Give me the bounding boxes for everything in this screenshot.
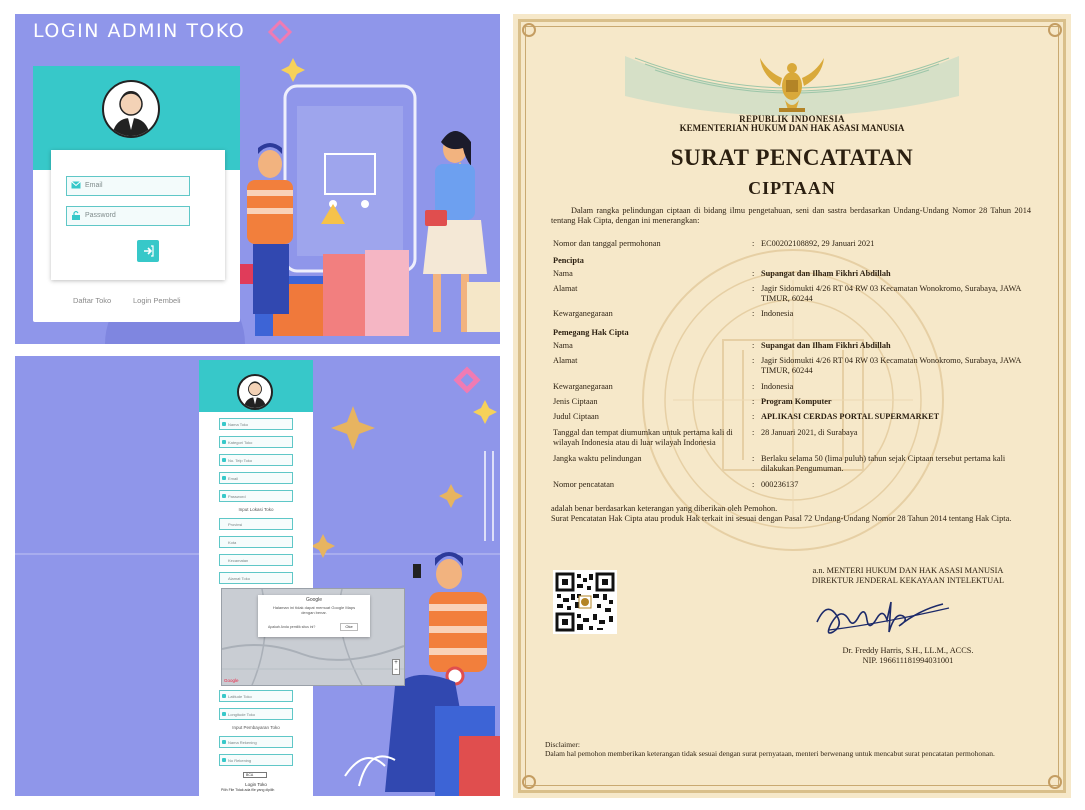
holder-name: Supangat dan Ilham Fikhri Abdillah [761,341,891,350]
province-field[interactable]: Provinsi [219,518,293,530]
register-screenshot [15,356,500,796]
login-form [51,150,225,280]
closing-statement: adalah benar berdasarkan keterangan yang diberikan oleh Pemohon. [551,504,778,513]
intro-paragraph: Dalam rangka pelindungan ciptaan di bidang ilmu pengetahuan, seni dan sastra berdasarkan Undang-Undang Nomor 28 Tahun 2014 tentang Hak Cipta, dengan ini menerangkan: [551,206,1031,225]
protection-value: Berlaku selama 50 (lima puluh) tahun sejak Ciptaan tersebut pertama kali dilakukan Pengumuman. [761,454,1006,473]
work-title-value: APLIKASI CERDAS PORTAL SUPERMARKET [761,412,940,421]
account-number-field[interactable]: No Rekening [219,754,293,766]
buyer-login-link[interactable]: Login Pembeli [133,296,181,305]
corner-ornament [1048,775,1062,789]
separator: : [752,239,755,248]
map-dialog-message: Halaman ini tidak dapat memuat Google Maps dengan benar. [272,605,356,615]
email-field[interactable] [66,176,190,196]
holder-name-label: Nama [553,341,573,350]
separator: : [752,382,755,391]
holder-heading: Pemegang Hak Cipta [553,328,629,337]
city-field[interactable]: Kota [219,536,293,548]
register-submit-button[interactable]: Login Toko [245,782,267,787]
separator: : [752,428,755,437]
holder-citizenship: Indonesia [761,382,794,391]
sign-position: DIREKTUR JENDERAL KEKAYAAN INTELEKTUAL [811,576,1005,585]
creator-address-label: Alamat [553,284,578,293]
envelope-icon [71,181,81,189]
record-number-label: Nomor pencatatan [553,480,615,489]
separator: : [752,269,755,278]
map-zoom-control[interactable]: + − [392,659,400,675]
email-field[interactable]: Email [219,472,293,484]
holder-citizenship-label: Kewarganegaraan [553,382,613,391]
separator: : [752,341,755,350]
signature-icon [809,592,959,642]
map-error-dialog [258,595,370,637]
page-title: LOGIN ADMIN TOKO [33,20,246,42]
login-card [33,66,240,322]
latitude-field[interactable]: Latitude Toko [219,690,293,702]
account-name-field[interactable]: Nama Rekening [219,736,293,748]
login-screenshot [15,14,500,344]
login-arrow-icon [142,245,154,257]
password-placeholder: Password [85,212,116,219]
map-ok-button[interactable]: Oke [340,623,358,631]
legal-basis-statement: Surat Pencatatan Hak Cipta atau produk Hak terkait ini sesuai dengan Pasal 72 Undang-Undang Nomor 28 Tahun 2014 tentang Hak Cipta. [551,514,1012,523]
country-heading: REPUBLIK INDONESIA [739,114,845,124]
work-type-label: Jenis Ciptaan [553,397,598,406]
protection-label: Jangka waktu pelindungan [553,454,642,463]
announced-value: 28 Januari 2021, di Surabaya [761,428,858,437]
corner-ornament [522,23,536,37]
copyright-certificate [513,14,1071,798]
certificate-subtitle: CIPTAAN [748,178,836,198]
disclaimer-label: Disclaimer: [545,740,580,749]
password-field[interactable]: Password [219,490,293,502]
work-type-value: Program Komputer [761,397,832,406]
record-number-value: 000236137 [761,480,799,489]
map-widget[interactable] [221,588,405,686]
creator-name-label: Nama [553,269,573,278]
signer-nip: NIP. 196611181994031001 [862,656,954,665]
login-button[interactable] [137,240,159,262]
holder-address-label: Alamat [553,356,578,365]
separator: : [752,480,755,489]
district-field[interactable]: Kecamatan [219,554,293,566]
separator: : [752,309,755,318]
sign-on-behalf: a.n. MENTERI HUKUM DAN HAK ASASI MANUSIA [812,566,1004,575]
creator-address: Jagir Sidomukti 4/26 RT 04 RW 03 Kecamatan Wonokromo, Surabaya, JAWA TIMUR, 60244 [761,284,1021,303]
separator: : [752,397,755,406]
separator: : [752,412,755,421]
store-address-field[interactable]: Alamat Toko [219,572,293,584]
separator: : [752,454,755,463]
announced-label: Tanggal dan tempat diumumkan untuk pertama kali di wilayah Indonesia atau di luar wilayah Indonesia [553,428,733,447]
qr-code-icon [553,570,617,634]
file-input[interactable]: Pilih File Tidak ada file yang dipilih [221,788,275,792]
store-name-field[interactable]: Nama Toko [219,418,293,430]
application-value: EC00202108892, 29 Januari 2021 [761,239,875,248]
signer-name: Dr. Freddy Harris, S.H., LL.M., ACCS. [842,646,974,655]
map-dialog-question: Apakah Anda pemilik situs ini? [268,625,316,629]
separator: : [752,284,755,293]
map-dialog-brand: Google [305,597,323,603]
creator-citizenship-label: Kewarganegaraan [553,309,613,318]
creator-citizenship: Indonesia [761,309,794,318]
store-phone-field[interactable]: No. Telp Toko [219,454,293,466]
bank-select[interactable]: BCA [243,772,267,778]
ministry-heading: KEMENTERIAN HUKUM DAN HAK ASASI MANUSIA [679,123,905,133]
application-label: Nomor dan tanggal permohonan [553,239,661,248]
separator: : [752,356,755,365]
user-avatar-icon [237,374,273,410]
creator-name: Supangat dan Ilham Fikhri Abdillah [761,269,891,278]
corner-ornament [522,775,536,789]
location-section-label: Input Lokasi Toko [238,507,274,512]
payment-section-label: Input Pembayaran Toko [232,725,280,730]
user-avatar-icon [102,80,160,138]
disclaimer-text: Dalam hal pemohon memberikan keterangan tidak sesuai dengan surat pernyataan, menteri berwenang untuk mencabut surat pencatatan permohonan. [545,749,995,758]
work-title-label: Judul Ciptaan [553,412,599,421]
creator-heading: Pencipta [553,256,584,265]
email-placeholder: Email [85,182,103,189]
certificate-title: SURAT PENCATATAN [670,145,914,170]
google-logo: Google [224,678,239,683]
password-field[interactable] [66,206,190,226]
corner-ornament [1048,23,1062,37]
holder-address: Jagir Sidomukti 4/26 RT 04 RW 03 Kecamatan Wonokromo, Surabaya, JAWA TIMUR, 60244 [761,356,1021,375]
garuda-emblem-icon [759,56,825,114]
store-category-field[interactable]: Kategori Toko [219,436,293,448]
register-store-link[interactable]: Daftar Toko [73,296,112,305]
longitude-field[interactable]: Longitude Toko [219,708,293,720]
lock-icon [71,211,81,220]
